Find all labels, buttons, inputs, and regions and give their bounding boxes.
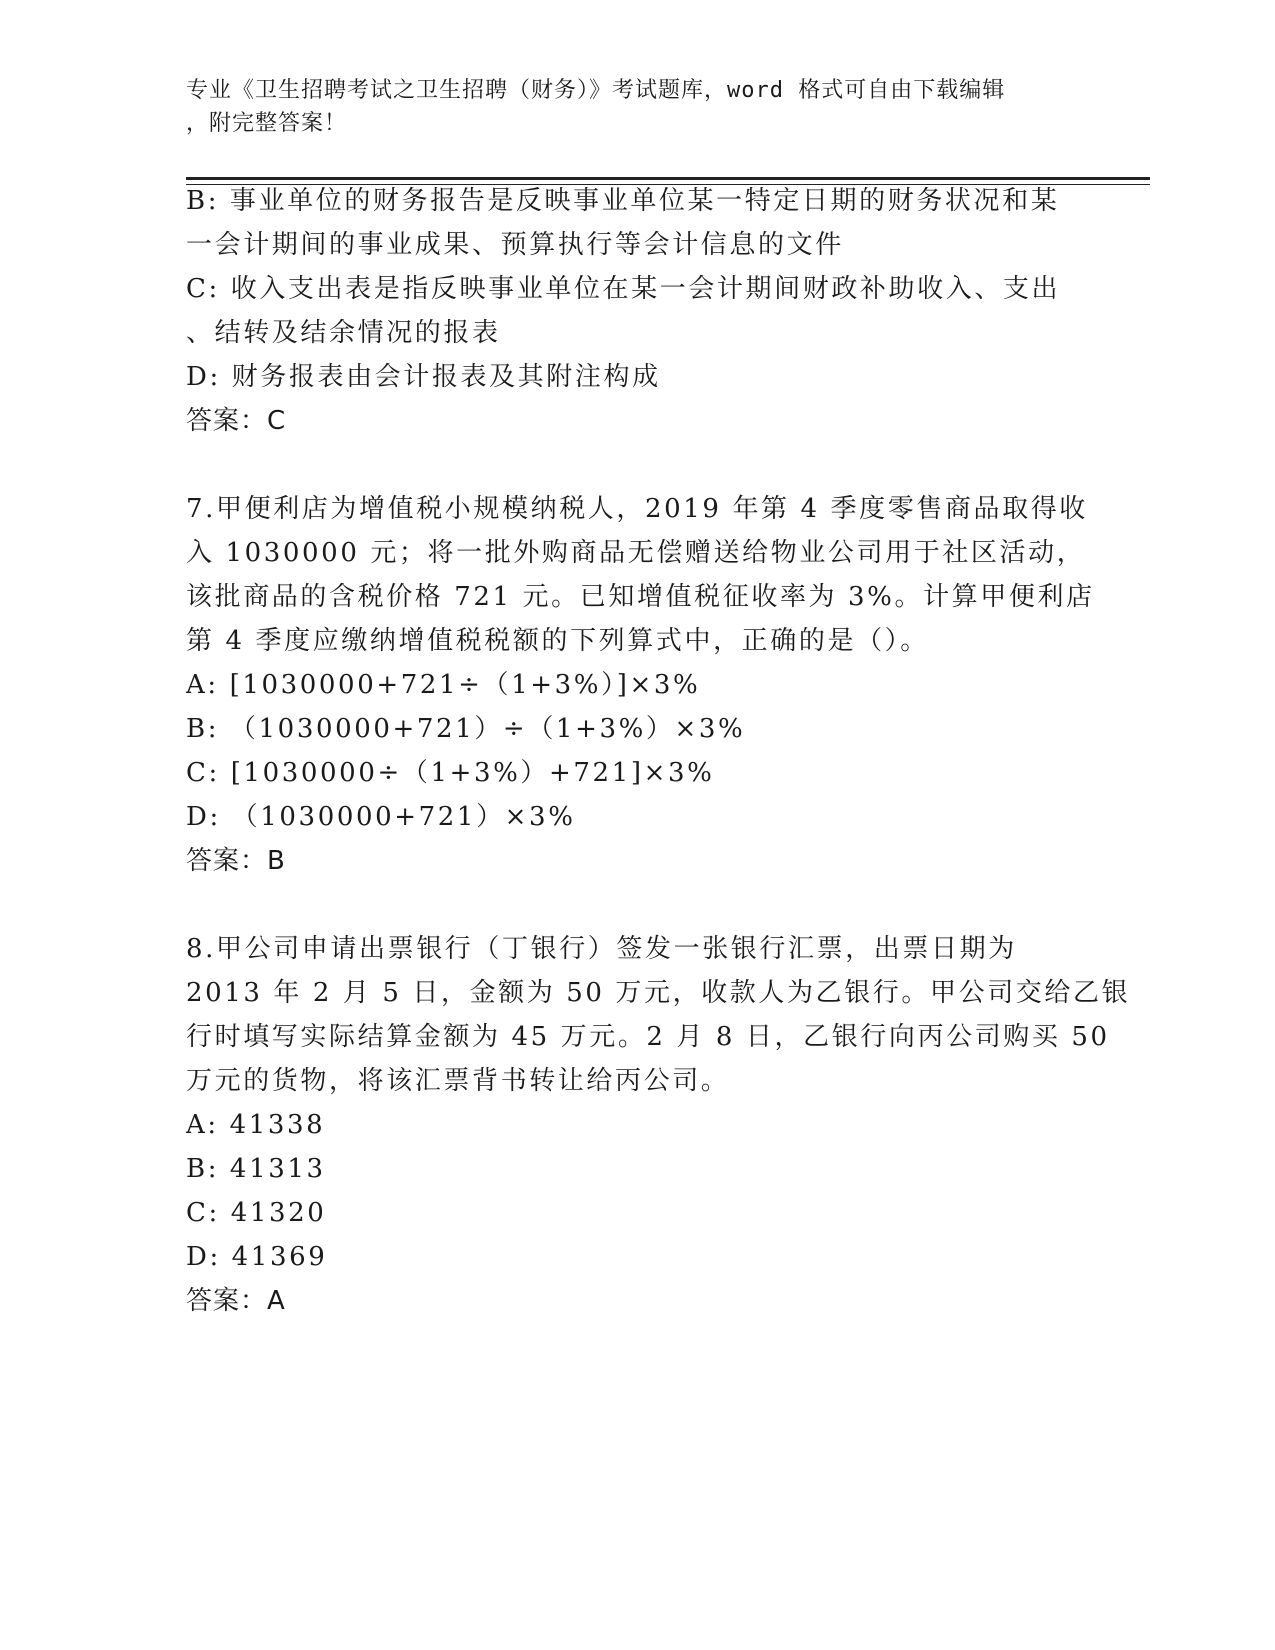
q8-stem-line-2: 2013 年 2 月 5 日，金额为 50 万元，收款人为乙银行。甲公司交给乙银 (186, 978, 1131, 1008)
q6-option-b-line-2: 一会计期间的事业成果、预算执行等会计信息的文件 (186, 230, 844, 260)
q6-option-c-line-2: 、结转及结余情况的报表 (186, 318, 501, 348)
document-header (186, 74, 1076, 140)
q7-stem-line-1: 7.甲便利店为增值税小规模纳税人，2019 年第 4 季度零售商品取得收 (186, 494, 1088, 524)
q8-stem-line-4: 万元的货物，将该汇票背书转让给丙公司。 (186, 1066, 730, 1096)
q8-stem-line-1: 8.甲公司申请出票银行（丁银行）签发一张银行汇票，出票日期为 (186, 934, 1017, 964)
q7-answer: 答案：B (186, 846, 286, 876)
q7-option-c: C: [1030000÷（1+3%）+721]×3% (186, 758, 715, 788)
q6-option-b-line-1: B: 事业单位的财务报告是反映事业单位某一特定日期的财务状况和某 (186, 186, 1060, 216)
q7-stem-line-4: 第 4 季度应缴纳增值税税额的下列算式中，正确的是（）。 (186, 626, 929, 656)
q6-answer: 答案：C (186, 406, 287, 436)
q7-stem-line-2: 入 1030000 元；将一批外购商品无偿赠送给物业公司用于社区活动， (186, 538, 1086, 568)
q8-option-c: C: 41320 (186, 1198, 327, 1228)
q7-option-d: D: （1030000+721）×3% (186, 802, 576, 832)
header-line-2: ，附完整答案！ (186, 111, 348, 136)
q8-option-b: B: 41313 (186, 1154, 326, 1184)
q6-option-c-line-1: C: 收入支出表是指反映事业单位在某一会计期间财政补助收入、支出 (186, 274, 1061, 304)
q7-option-b: B: （1030000+721）÷（1+3%）×3% (186, 714, 746, 744)
q7-option-a: A: [1030000+721÷（1+3%）]×3% (186, 670, 701, 700)
header-divider-thick (186, 177, 1150, 180)
q8-option-a: A: 41338 (186, 1110, 326, 1140)
q6-option-d: D: 财务报表由会计报表及其附注构成 (186, 362, 661, 392)
q8-option-d: D: 41369 (186, 1242, 328, 1272)
q8-stem-line-3: 行时填写实际结算金额为 45 万元。2 月 8 日，乙银行向丙公司购买 50 (186, 1022, 1110, 1052)
q7-stem-line-3: 该批商品的含税价格 721 元。已知增值税征收率为 3%。计算甲便利店 (186, 582, 1095, 612)
header-line-1: 专业《卫生招聘考试之卫生招聘（财务）》考试题库，word 格式可自由下载编辑 (186, 78, 1006, 103)
q8-answer: 答案：A (186, 1286, 286, 1316)
